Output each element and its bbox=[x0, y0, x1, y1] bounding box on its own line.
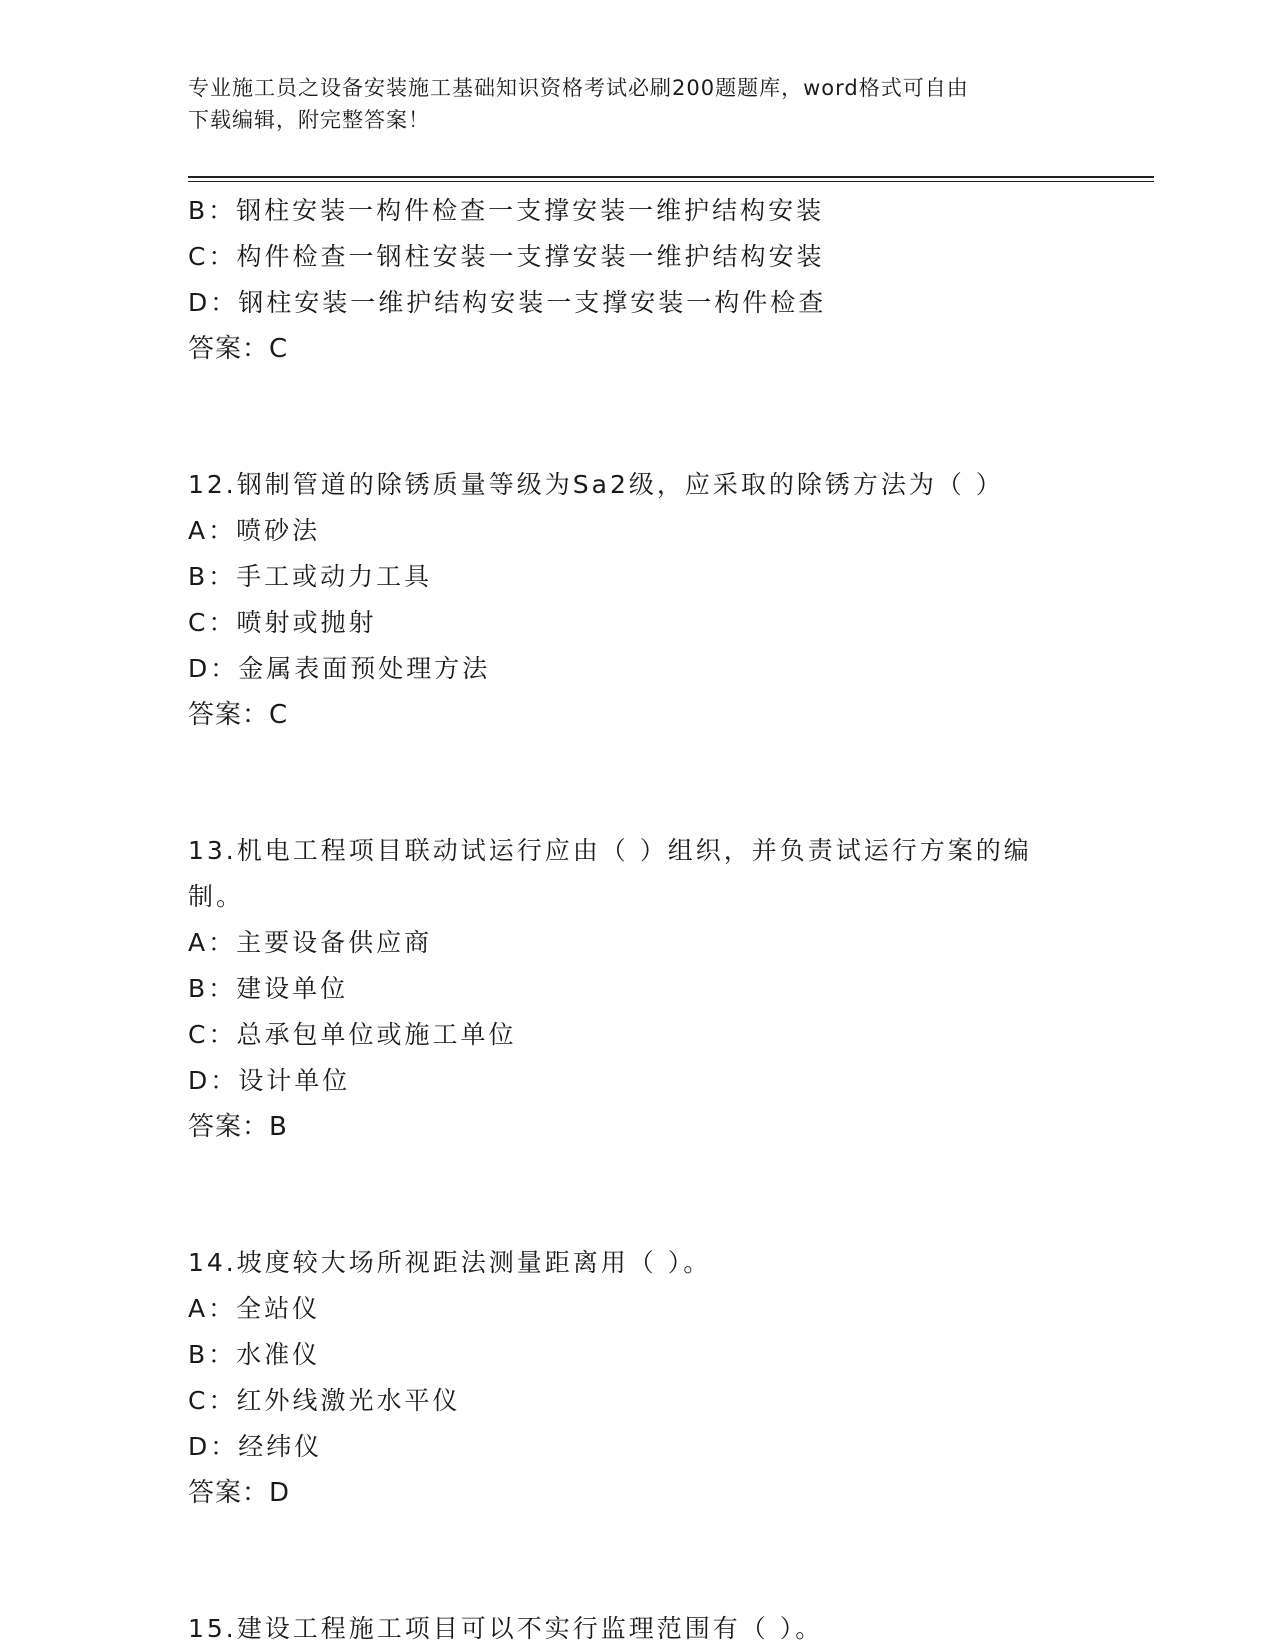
answer-line: 答案：B bbox=[188, 1112, 288, 1142]
question-11-block bbox=[188, 188, 1088, 372]
option-c: C：红外线激光水平仪 bbox=[188, 1386, 461, 1415]
option-d: D：金属表面预处理方法 bbox=[188, 654, 491, 683]
option-a: A：主要设备供应商 bbox=[188, 928, 433, 957]
header-line-1: 专业施工员之设备安装施工基础知识资格考试必刷200题题库，word格式可自由 bbox=[188, 76, 969, 100]
option-b: B：手工或动力工具 bbox=[188, 562, 433, 591]
option-d: D：设计单位 bbox=[188, 1066, 351, 1095]
option-d: D：经纬仪 bbox=[188, 1432, 323, 1461]
answer-line: 答案：D bbox=[188, 1478, 291, 1508]
header-divider-thick bbox=[188, 176, 1154, 178]
option-c: C：构件检查一钢柱安装一支撑安装一维护结构安装 bbox=[188, 242, 825, 271]
question-15-block bbox=[188, 1606, 1088, 1652]
question-text: 14.坡度较大场所视距法测量距离用（ ）。 bbox=[188, 1248, 712, 1277]
question-13-block bbox=[188, 828, 1088, 1150]
option-c: C：喷射或抛射 bbox=[188, 608, 377, 637]
question-12-block bbox=[188, 462, 1088, 738]
option-d: D：钢柱安装一维护结构安装一支撑安装一构件检查 bbox=[188, 288, 827, 317]
answer-line: 答案：C bbox=[188, 700, 289, 730]
spacer bbox=[188, 1150, 1088, 1240]
question-text: 15.建设工程施工项目可以不实行监理范围有（ ）。 bbox=[188, 1614, 824, 1643]
spacer bbox=[188, 738, 1088, 828]
document-body bbox=[188, 188, 1088, 1652]
question-text: 13.机电工程项目联动试运行应由（ ）组织，并负责试运行方案的编 bbox=[188, 836, 1032, 865]
answer-line: 答案：C bbox=[188, 334, 289, 364]
spacer bbox=[188, 372, 1088, 462]
question-text: 12.钢制管道的除锈质量等级为Sa2级，应采取的除锈方法为（ ） bbox=[188, 470, 1004, 499]
option-c: C：总承包单位或施工单位 bbox=[188, 1020, 517, 1049]
question-text-continued: 制。 bbox=[188, 882, 245, 911]
option-b: B：钢柱安装一构件检查一支撑安装一维护结构安装 bbox=[188, 196, 825, 225]
header-divider-thin bbox=[188, 181, 1154, 182]
option-b: B：建设单位 bbox=[188, 974, 349, 1003]
question-14-block bbox=[188, 1240, 1088, 1516]
option-a: A：全站仪 bbox=[188, 1294, 321, 1323]
header-line-2: 下载编辑，附完整答案！ bbox=[188, 108, 430, 132]
document-header bbox=[188, 72, 1078, 136]
option-b: B：水准仪 bbox=[188, 1340, 321, 1369]
option-a: A：喷砂法 bbox=[188, 516, 321, 545]
spacer bbox=[188, 1516, 1088, 1606]
